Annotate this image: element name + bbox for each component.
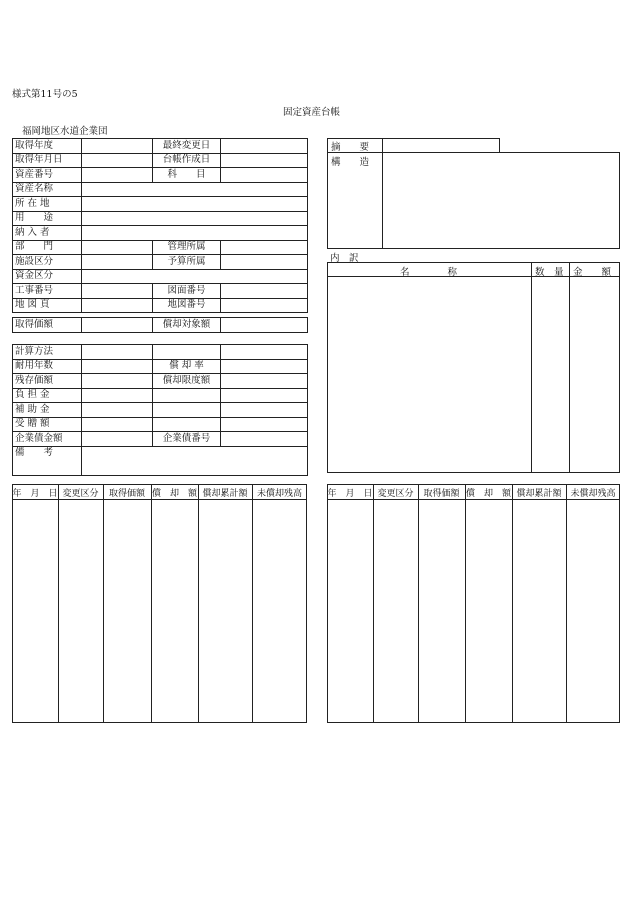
- form-row: [13, 374, 308, 389]
- history-header-cell: 償 却 額: [465, 489, 511, 499]
- field-value[interactable]: [82, 417, 153, 432]
- field-value[interactable]: [82, 284, 153, 299]
- field-value[interactable]: [82, 240, 153, 255]
- calculation-table: [12, 344, 308, 476]
- form-row: [13, 284, 308, 299]
- history-header-cell: 変更区分: [62, 489, 99, 499]
- secondary-field-value[interactable]: [221, 359, 308, 374]
- acquisition-row: [13, 318, 308, 333]
- secondary-field-label: [153, 403, 221, 418]
- secondary-field-label: 償却限度額: [153, 374, 221, 389]
- field-value[interactable]: [82, 388, 153, 403]
- secondary-field-label: 最終変更日: [153, 139, 221, 154]
- field-value[interactable]: [82, 359, 153, 374]
- remarks-value[interactable]: [82, 446, 308, 475]
- structure-value-area[interactable]: [383, 153, 619, 248]
- form-row: [13, 432, 308, 447]
- field-label: 受 贈 額: [13, 417, 82, 432]
- secondary-field-label: 管理所属: [153, 240, 221, 255]
- history-column-divider: [198, 484, 199, 723]
- field-label: 補 助 金: [13, 403, 82, 418]
- form-row: [13, 139, 308, 154]
- breakdown-header-amount: 金 額: [573, 267, 612, 278]
- field-label: 用 途: [13, 211, 82, 226]
- history-column-divider: [418, 484, 419, 723]
- field-label: 地 図 頁: [13, 298, 82, 313]
- secondary-field-label: 図面番号: [153, 284, 221, 299]
- form-row: [13, 197, 308, 212]
- remarks-label: 備 考: [13, 446, 82, 475]
- history-header-cell: 償却累計額: [202, 489, 248, 499]
- field-value[interactable]: [82, 211, 308, 226]
- secondary-field-label: [153, 417, 221, 432]
- form-row: [13, 168, 308, 183]
- field-value[interactable]: [82, 298, 153, 313]
- field-value[interactable]: [82, 269, 308, 284]
- field-value[interactable]: [82, 197, 308, 212]
- history-header-cell: 年 月 日: [327, 489, 373, 499]
- form-row: [13, 211, 308, 226]
- history-column-divider: [103, 484, 104, 723]
- secondary-field-label: [153, 388, 221, 403]
- secondary-field-label: 科 目: [153, 168, 221, 183]
- acquisition-table: [12, 317, 308, 333]
- breakdown-divider-1: [531, 262, 532, 473]
- field-label: 負 担 金: [13, 388, 82, 403]
- history-frame: [12, 484, 307, 723]
- history-column-divider: [566, 484, 567, 723]
- secondary-field-value[interactable]: [221, 139, 308, 154]
- breakdown-header-qty: 数 量: [535, 267, 564, 278]
- history-header-cell: 変更区分: [377, 489, 414, 499]
- field-value[interactable]: [82, 432, 153, 447]
- history-header-cell: 年 月 日: [12, 489, 58, 499]
- secondary-field-label: 台帳作成日: [153, 153, 221, 168]
- form-row: [13, 345, 308, 360]
- breakdown-table: [327, 262, 620, 473]
- history-column-divider: [512, 484, 513, 723]
- field-value[interactable]: [82, 153, 153, 168]
- field-value[interactable]: [82, 374, 153, 389]
- history-header-cell: 償却累計額: [516, 489, 562, 499]
- secondary-field-value[interactable]: [221, 345, 308, 360]
- secondary-field-value[interactable]: [221, 417, 308, 432]
- field-label: 企業債金額: [13, 432, 82, 447]
- history-header-line: [12, 499, 307, 500]
- remarks-row: [13, 446, 308, 475]
- form-row: [13, 240, 308, 255]
- breakdown-divider-2: [569, 262, 570, 473]
- form-row: [13, 182, 308, 197]
- breakdown-label: 内 訳: [330, 253, 359, 264]
- history-column-divider: [151, 484, 152, 723]
- secondary-field-label: 償 却 率: [153, 359, 221, 374]
- breakdown-header-name: 名 称: [400, 267, 458, 278]
- form-row: [13, 153, 308, 168]
- field-label: 部 門: [13, 240, 82, 255]
- field-label: 取得年度: [13, 139, 82, 154]
- secondary-field-label: 予算所属: [153, 255, 221, 270]
- acquisition-price-value[interactable]: [82, 318, 153, 333]
- history-header-cell: 未償却残高: [256, 489, 302, 499]
- history-header-line: [327, 499, 620, 500]
- history-column-divider: [373, 484, 374, 723]
- field-label: 施設区分: [13, 255, 82, 270]
- secondary-field-value[interactable]: [221, 284, 308, 299]
- secondary-field-value[interactable]: [221, 374, 308, 389]
- form-row: [13, 388, 308, 403]
- summary-value-box[interactable]: [382, 138, 500, 153]
- field-label: 資産名称: [13, 182, 82, 197]
- secondary-field-label: 地図番号: [153, 298, 221, 313]
- secondary-field-value[interactable]: [221, 168, 308, 183]
- acquisition-price-label: 取得価額: [13, 318, 82, 333]
- history-header-cell: 取得価額: [423, 489, 460, 499]
- secondary-field-value[interactable]: [221, 388, 308, 403]
- field-label: 残存価額: [13, 374, 82, 389]
- secondary-field-value[interactable]: [221, 153, 308, 168]
- form-row: [13, 226, 308, 241]
- field-value[interactable]: [82, 345, 153, 360]
- secondary-field-value[interactable]: [221, 403, 308, 418]
- field-value[interactable]: [82, 255, 153, 270]
- history-header-cell: 未償却残高: [570, 489, 616, 499]
- form-row: [13, 417, 308, 432]
- secondary-field-value[interactable]: [221, 432, 308, 447]
- secondary-field-label: [153, 345, 221, 360]
- field-label: 資金区分: [13, 269, 82, 284]
- form-number: 様式第11号の5: [12, 89, 78, 100]
- field-value[interactable]: [82, 182, 308, 197]
- history-column-divider: [58, 484, 59, 723]
- field-value[interactable]: [82, 226, 308, 241]
- field-label: 所 在 地: [13, 197, 82, 212]
- history-frame: [327, 484, 620, 723]
- depreciation-target-label: 償却対象額: [153, 318, 221, 333]
- depreciation-target-value[interactable]: [221, 318, 308, 333]
- field-value[interactable]: [82, 139, 153, 154]
- summary-label: 摘 要: [331, 142, 370, 153]
- history-column-divider: [465, 484, 466, 723]
- field-label: 工事番号: [13, 284, 82, 299]
- form-row: [13, 359, 308, 374]
- history-column-divider: [252, 484, 253, 723]
- field-label: 計算方法: [13, 345, 82, 360]
- page-title: 固定資産台帳: [283, 107, 341, 118]
- field-label: 耐用年数: [13, 359, 82, 374]
- field-label: 取得年月日: [13, 153, 82, 168]
- field-value[interactable]: [82, 168, 153, 183]
- history-header-cell: 償 却 額: [151, 489, 197, 499]
- secondary-field-value[interactable]: [221, 240, 308, 255]
- organization-name: 福岡地区水道企業団: [22, 126, 108, 137]
- form-row: [13, 255, 308, 270]
- field-label: 資産番号: [13, 168, 82, 183]
- structure-label: 構 造: [331, 157, 370, 168]
- asset-info-table: [12, 138, 308, 313]
- field-label: 納 入 者: [13, 226, 82, 241]
- history-header-cell: 取得価額: [108, 489, 145, 499]
- field-value[interactable]: [82, 403, 153, 418]
- secondary-field-value[interactable]: [221, 298, 308, 313]
- form-row: [13, 403, 308, 418]
- secondary-field-label: 企業債番号: [153, 432, 221, 447]
- form-row: [13, 269, 308, 284]
- form-row: [13, 298, 308, 313]
- secondary-field-value[interactable]: [221, 255, 308, 270]
